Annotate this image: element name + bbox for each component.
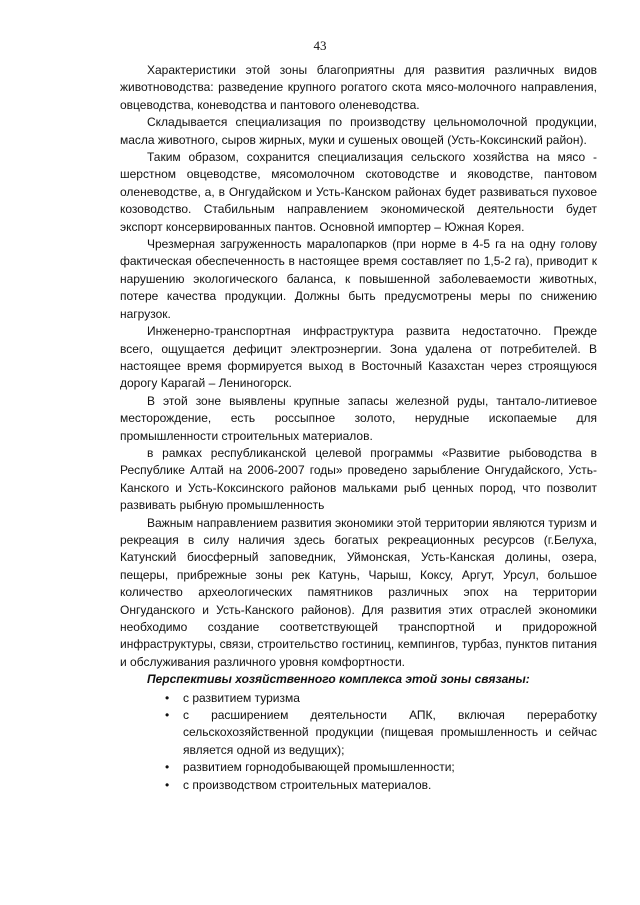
perspectives-heading: Перспективы хозяйственного комплекса этой зоны связаны: — [147, 672, 530, 687]
bullet-icon: • — [165, 690, 170, 705]
paragraph-minerals: В этой зоне выявлены крупные запасы железной руды, тантало-литиевое месторождение, есть россыпное золото, нерудные ископаемые для промышленности строительных материалов. — [120, 393, 597, 443]
list-item — [165, 707, 597, 759]
list-item-text: с производством строительных материалов. — [183, 777, 432, 792]
list-item-text: с расширением деятельности АПК, включая переработку сельскохозяйственной продукции (пищевая промышленность и сейчас является одной из ведущих); — [183, 708, 597, 757]
paragraph-infrastructure: Инженерно-транспортная инфраструктура развита недостаточно. Прежде всего, ощущается дефицит электроэнергии. Зона удалена от потребителей. В настоящее время формируется выход в Восточный Казахстан через строящуюся дорогу Карагай – Лениногорск. — [120, 324, 597, 391]
paragraph-fishery: в рамках республиканской целевой программы «Развитие рыбоводства в Республике Алтай на 2006-2007 годы» проведено зарыбление Онгудайского, Усть-Канского и Усть-Коксинского районов мальками рыб ценных пород, что позволит развивать рыбную промышленность — [120, 445, 597, 513]
list-item-text: развитием горнодобывающей промышленности; — [183, 760, 455, 775]
document-body — [120, 62, 597, 794]
perspectives-list — [120, 690, 597, 794]
bullet-icon: • — [165, 777, 170, 792]
paragraph-maral-parks: Чрезмерная загруженность маралопарков (при норме в 4-5 га на одну голову фактическая обеспеченность в настоящее время составляет по 1,5-2 га), приводит к нарушению экологического баланса, к повышенной заболеваемости животных, потере качества продукции. Должны быть предусмотрены меры по снижению нагрузок. — [120, 237, 597, 321]
list-item — [165, 690, 597, 707]
bullet-icon: • — [165, 760, 170, 775]
list-item — [165, 759, 597, 776]
list-item — [165, 777, 597, 794]
paragraph-livestock: Характеристики этой зоны благоприятны для развития различных видов животноводства: разведение крупного рогатого скота мясо-молочного направления, овцеводства, коневодства и пантового оленеводства. — [120, 63, 597, 112]
list-item-text: с развитием туризма — [183, 690, 300, 705]
paragraph-specialization: Складывается специализация по производству цельномолочной продукции, масла животного, сыров жирных, муки и сушеных овощей (Усть-Коксинский район). — [120, 115, 597, 147]
page-number: 43 — [313, 38, 327, 53]
paragraph-tourism: Важным направлением развития экономики этой территории являются туризм и рекреация в силу наличия здесь богатых рекреационных ресурсов (г.Белуха, Катунский биосферный заповедник, Уймонская, Усть-Канская долины, озера, пещеры, прибрежные зоны рек Катунь, Чарыш, Коксу, Аргут, Урсул, большое количество археологических памятников различных эпох на территории Онгуданского и Усть-Канского районов). Для развития этих отраслей экономики необходимо создание соответствующей транспортной и придорожной инфраструктуры, связи, строительство гостиниц, кемпингов, турбаз, пунктов питания и обслуживания различного уровня комфортности. — [120, 515, 597, 669]
bullet-icon: • — [165, 708, 170, 723]
paragraph-agriculture-summary: Таким образом, сохранится специализация сельского хозяйства на мясо - шерстном овцеводстве, мясомолочном скотоводстве и яководстве, пантовом оленеводстве, а, в Онгудайском и Усть-Канском районах будет развиваться пуховое козоводство. Стабильным направлением экономической деятельности будет экспорт консервированных пантов. Основной импортер – Южная Корея. — [120, 150, 597, 234]
